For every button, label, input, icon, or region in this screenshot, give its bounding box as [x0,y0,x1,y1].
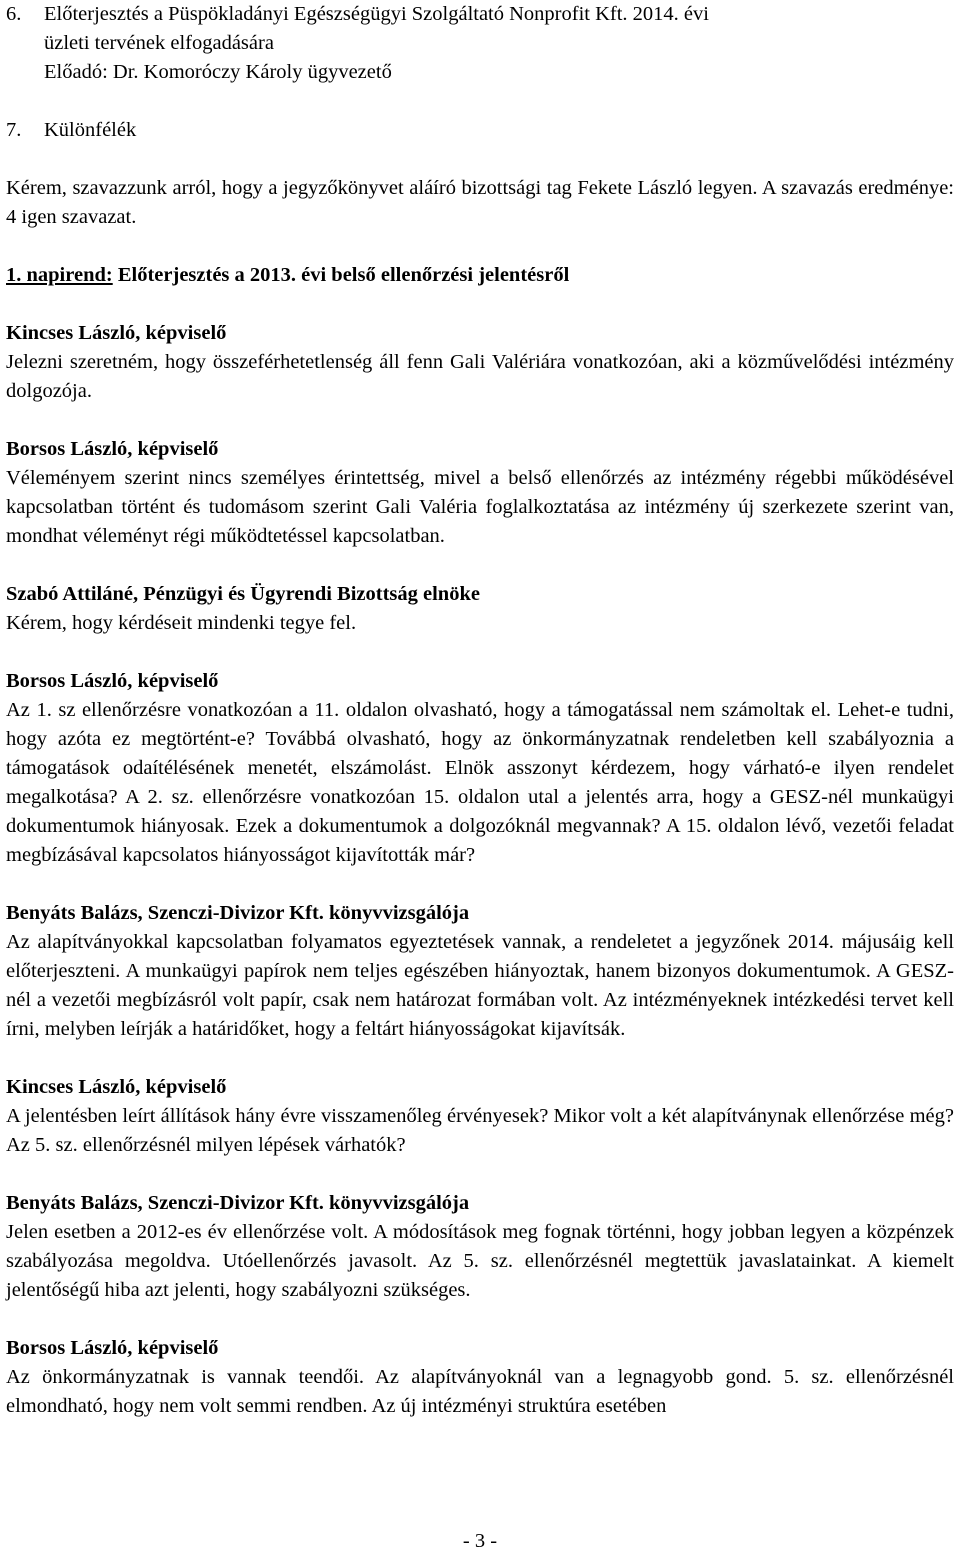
agenda-line: Különfélék [44,119,137,141]
document-page [6,0,954,1421]
entry [6,1189,954,1305]
agenda-number: 7. [6,119,22,141]
speaker-name: Benyáts Balázs, Szenczi-Divizor Kft. könyvvizsgálója [6,1192,470,1214]
entry [6,319,954,406]
speaker-name: Benyáts Balázs, Szenczi-Divizor Kft. könyvvizsgálója [6,902,470,924]
speech-text: Jelen esetben a 2012-es év ellenőrzése volt. A módosítások meg fognak történni, hogy jobban legyen a közpénzek szabályozása megoldva. Utóellenőrzés javasolt. Az 5. sz. ellenőrzésnél megtettük javaslatainkat. A kiemelt jelentőségű hiba azt jelenti, hogy szabályozni szükséges. [6,1221,954,1301]
agenda-line: Előadó: Dr. Komoróczy Károly ügyvezető [44,61,392,83]
speech-text: Az 1. sz ellenőrzésre vonatkozóan a 11. oldalon olvasható, hogy a támogatással nem számoltak el. Lehet-e tudni, hogy azóta ez megtörtént-e? Továbbá olvasható, hogy az önkormányzatnak rendeletben kell szabályoznia a támogatások odaítélésének menetét, elszámolást. Elnök asszonyt kérdezem, hogy várható-e ilyen rendelet megalkotása? A 2. sz. ellenőrzésre vonatkozóan 15. oldalon utal a jelentés arra, hogy a GESZ-nél munkaügyi dokumentumok hiányosak. Ezek a dokumentumok a dolgozóknál megvannak? A 15. oldalon lévő, vezetői feladat megbízásával kapcsolatos hiányosságot kijavították már? [6,699,954,866]
agenda-item-7 [6,116,954,145]
napirend-heading [6,261,954,290]
vote-paragraph: Kérem, szavazzunk arról, hogy a jegyzőkönyvet aláíró bizottsági tag Fekete László legyen. A szavazás eredménye: 4 igen szavazat. [6,177,954,228]
entry [6,899,954,1044]
speaker-name: Kincses László, képviselő [6,322,227,344]
entry [6,1073,954,1160]
entry [6,1334,954,1421]
entry [6,667,954,870]
speech-text: Az önkormányzatnak is vannak teendői. Az alapítványoknál van a legnagyobb gond. 5. sz. ellenőrzésnél elmondható, hogy nem volt semmi rendben. Az új intézményi struktúra esetében [6,1366,954,1417]
agenda-text [44,116,954,145]
speaker-name: Kincses László, képviselő [6,1076,227,1098]
agenda-line: üzleti tervének elfogadására [44,32,274,54]
napirend-label: 1. napirend: [6,264,113,286]
speaker-name: Borsos László, képviselő [6,1337,219,1359]
agenda-line: Előterjesztés a Püspökladányi Egészségügyi Szolgáltató Nonprofit Kft. 2014. évi [44,3,709,25]
speech-text: Az alapítványokkal kapcsolatban folyamatos egyeztetések vannak, a rendeletet a jegyzőnek 2014. májusáig kell előterjeszteni. A munkaügyi papírok nem teljes egészében hiányoztak, hanem bizonyos dokumentumok. A GESZ-nél a vezetői megbízásról volt papír, csak nem határozat formában volt. Az intézményeknek intézkedési tervet kell írni, melyben leírják a határidőket, hogy a feltárt hiányosságokat kijavítsák. [6,931,954,1040]
speaker-name: Borsos László, képviselő [6,670,219,692]
agenda-number: 6. [6,3,22,25]
speech-text: Véleményem szerint nincs személyes érintettség, mivel a belső ellenőrzés az intézmény régebbi működésével kapcsolatban történt és tudomásom szerint Gali Valéria foglalkoztatása az intézmény új szerkezete szerint van, mondhat véleményt régi működtetéssel kapcsolatban. [6,467,954,547]
entry [6,580,954,638]
speaker-name: Borsos László, képviselő [6,438,219,460]
speech-text: A jelentésben leírt állítások hány évre visszamenőleg érvényesek? Mikor volt a két alapítványnak ellenőrzése még? Az 5. sz. ellenőrzésnél milyen lépések várhatók? [6,1105,954,1156]
entry [6,435,954,551]
agenda-item-6 [6,0,954,87]
agenda-text [44,0,954,87]
napirend-title: Előterjesztés a 2013. évi belső ellenőrzési jelentésről [112,264,570,286]
speech-text: Jelezni szeretném, hogy összeférhetetlenség áll fenn Gali Valériára vonatkozóan, aki a közművelődési intézmény dolgozója. [6,351,954,402]
speech-text: Kérem, hogy kérdéseit mindenki tegye fel. [6,612,357,634]
speaker-name: Szabó Attiláné, Pénzügyi és Ügyrendi Bizottság elnöke [6,583,480,605]
page-number: - 3 - [462,1530,498,1552]
